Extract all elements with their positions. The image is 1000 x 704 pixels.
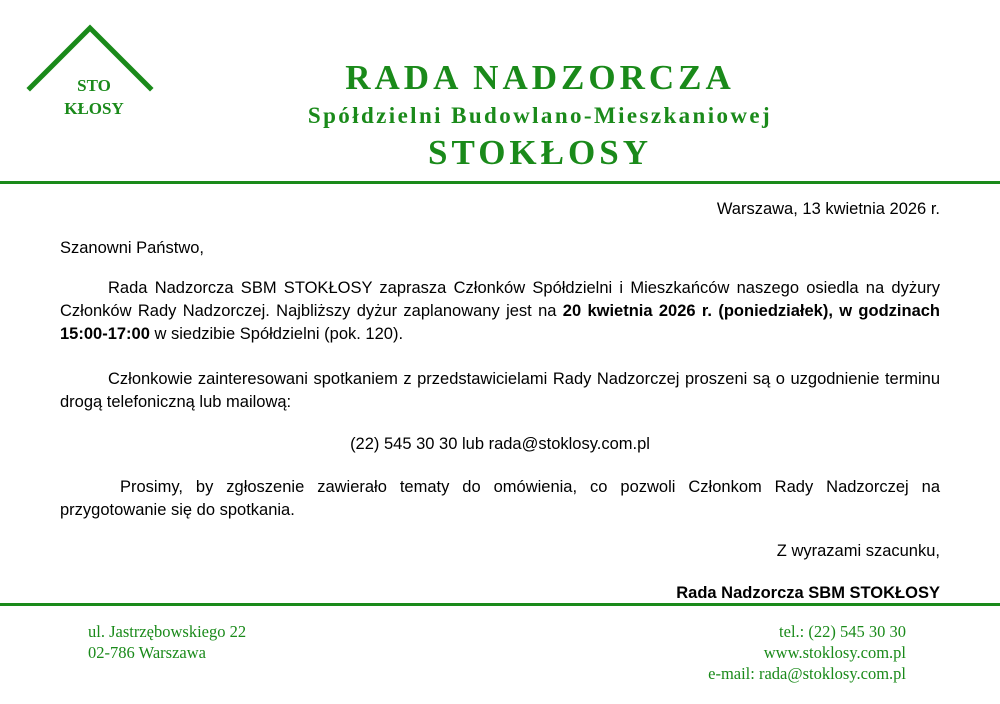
letter-date: Warszawa, 13 kwietnia 2026 r. — [716, 200, 940, 218]
header-title: RADA NADZORCZA — [345, 58, 735, 97]
contact-line: (22) 545 30 30 lub rada@stoklosy.com.pl — [350, 435, 650, 453]
footer-divider — [0, 603, 1000, 606]
paragraph-topics: Prosimy, by zgłoszenie zawierało tematy do omówienia, co pozwoli Członkom Rady Nadzorczej na przygotowanie się do spotkania. — [60, 478, 940, 519]
footer-website: www.stoklosy.com.pl — [763, 643, 906, 662]
paragraph-invitation-text-1: Rada Nadzorcza SBM STOKŁOSY zaprasza Członków Spółdzielni i Mieszkańców naszego osiedla na dyżury Członków Rady Nadzorczej. Najbliższy dyżur zaplanowany jest na — [60, 279, 940, 320]
header-divider — [0, 181, 1000, 184]
paragraph-invitation-date-time: 20 kwietnia 2026 r. (poniedziałek), w godzinach 15:00-17:00 — [60, 302, 941, 343]
logo-text-line1: STO — [77, 76, 111, 95]
footer-phone: tel.: (22) 545 30 30 — [779, 622, 906, 641]
footer-email: e-mail: rada@stoklosy.com.pl — [708, 664, 906, 683]
paragraph-invitation-text-2: w siedzibie Spółdzielni (pok. 120). — [149, 325, 404, 343]
letter-signature: Rada Nadzorcza SBM STOKŁOSY — [676, 584, 940, 602]
letter-closing: Z wyrazami szacunku, — [776, 542, 940, 560]
header-name: STOKŁOSY — [428, 133, 652, 172]
header-subtitle: Spółdzielni Budowlano-Mieszkaniowej — [307, 103, 773, 128]
footer-address — [88, 621, 246, 663]
footer-city: 02-786 Warszawa — [88, 643, 206, 662]
paragraph-contact-request: Członkowie zainteresowani spotkaniem z przedstawicielami Rady Nadzorczej proszeni są o uzgodnienie terminu drogą telefoniczną lub mailową: — [60, 370, 940, 411]
footer-street: ul. Jastrzębowskiego 22 — [88, 622, 247, 641]
paragraph-invitation — [60, 277, 940, 346]
logo — [26, 22, 156, 122]
footer-contact — [708, 621, 906, 684]
logo-text-line2: KŁOSY — [64, 99, 124, 118]
letter-greeting: Szanowni Państwo, — [60, 239, 204, 257]
